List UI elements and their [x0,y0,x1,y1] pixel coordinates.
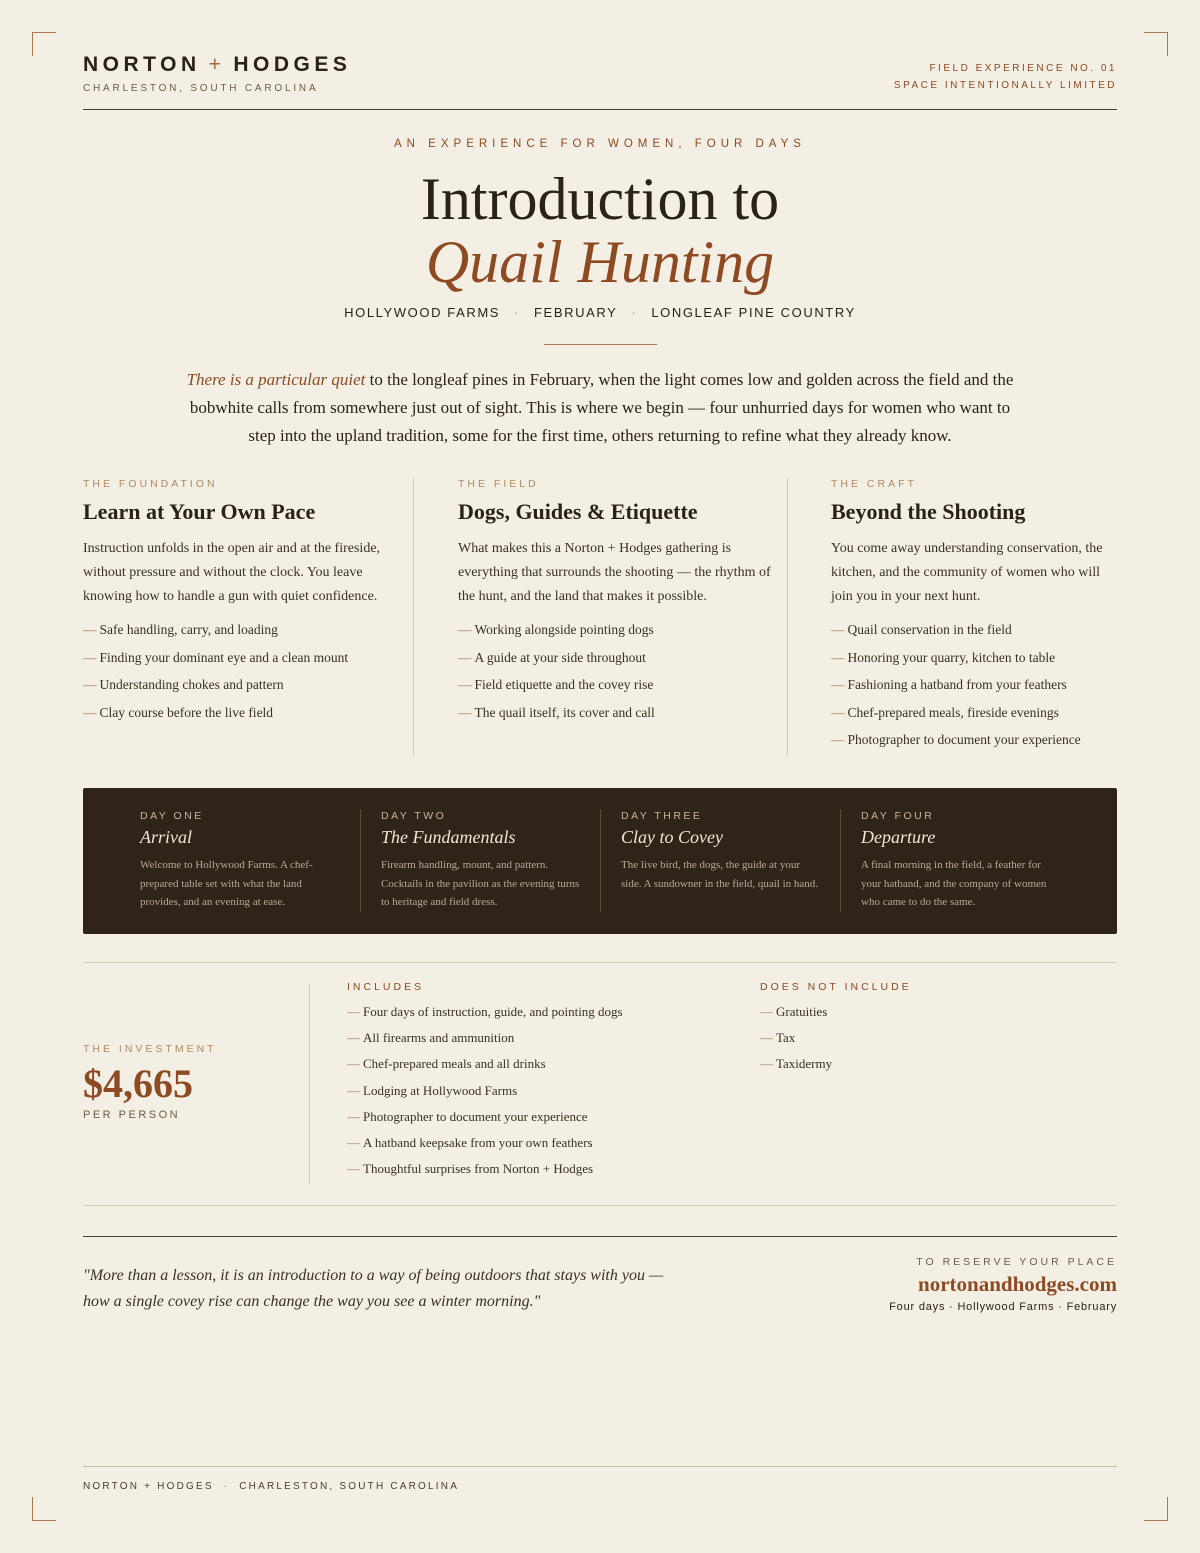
dash-icon: — [347,1108,360,1124]
list-item [458,699,787,727]
day-label: DAY THREE [621,810,703,822]
list-item [347,1130,727,1156]
list-item-text: A guide at your side throughout [474,649,646,665]
day-description: A final morning in the field, a feather for your hatband, and the company of women who came to do the same. [861,859,1047,908]
edition-number: FIELD EXPERIENCE NO. 01 [929,63,1117,74]
day-label: DAY ONE [140,810,204,822]
column-title: Learn at Your Own Pace [83,499,316,524]
brand-location: CHARLESTON, SOUTH CAROLINA [83,83,319,94]
dash-icon: — [760,1004,773,1019]
day-title: Departure [861,827,936,847]
day-description: Firearm handling, mount, and pattern. Cocktails in the pavilion as the evening turns to heritage and field dress. [381,859,580,908]
meta-separator: · [631,305,638,320]
dash-icon: — [458,649,472,665]
list-item-text: Taxidermy [776,1056,833,1072]
day-two [360,810,600,912]
reserve-section [83,1236,1117,1326]
dash-icon: — [760,1056,773,1072]
list-item [347,1078,727,1104]
brand-logo [83,53,351,77]
dash-icon: — [347,1056,360,1072]
list-item-text: Four days of instruction, guide, and pointing dogs [363,1004,623,1019]
dash-icon: — [347,1135,360,1151]
excludes-list [760,999,1060,1078]
list-item-text: Gratuities [776,1004,828,1019]
dash-icon: — [760,1030,773,1046]
day-title: Clay to Covey [621,827,723,847]
dash-icon: — [347,1004,360,1019]
list-item [83,699,413,727]
column-title: Dogs, Guides & Etiquette [458,499,698,524]
brand-name-left: NORTON [83,53,201,76]
reserve-meta: Four days · Hollywood Farms · February [889,1301,1117,1313]
day-title: The Fundamentals [381,827,516,847]
testimonial-quote: "More than a lesson, it is an introduction to a way of being outdoors that stays with you — how a single covey rise can change the way you see a winter morning." [83,1267,664,1310]
dash-icon: — [347,1082,360,1098]
list-item-text: Thoughtful surprises from Norton + Hodges [363,1161,594,1177]
footer-brand: NORTON + HODGES [83,1481,214,1492]
itinerary-band [83,788,1117,934]
list-item-text: Honoring your quarry, kitchen to table [847,649,1056,665]
list-item [83,671,413,699]
reserve-block [889,1256,1117,1313]
column-list [831,616,1117,754]
investment-label: THE INVESTMENT [83,1043,217,1055]
day-three [600,810,840,912]
feature-columns [83,478,1117,756]
day-description: The live bird, the dogs, the guide at your side. A sundowner in the field, quail in hand. [621,859,819,890]
hero-meta [83,305,1117,320]
column-eyebrow: THE CRAFT [831,478,917,490]
day-one [120,810,360,912]
list-item [760,1025,1060,1051]
intro-paragraph [178,366,1022,450]
brand-plus: + [208,53,226,76]
list-item [83,616,413,644]
list-item [347,1104,727,1130]
day-label: DAY TWO [381,810,447,822]
column-list [458,616,787,726]
column-body: You come away understanding conservation, the kitchen, and the community of women who will join you in your next hunt. [831,541,1103,604]
list-item-text: Finding your dominant eye and a clean mount [99,649,349,665]
dash-icon: — [458,622,472,637]
list-item [831,671,1117,699]
day-description: Welcome to Hollywood Farms. A chef-prepared table set with what the land provides, and an evening at ease. [140,859,313,908]
column-body: What makes this a Norton + Hodges gathering is everything that surrounds the shooting — the rhythm of the hunt, and the land that makes it possible. [458,541,771,604]
title-line-1: Introduction to [420,166,780,232]
brand-name-right: HODGES [233,53,352,76]
includes-list [347,999,727,1182]
corner-mark-top-left [32,32,56,56]
reserve-label: TO RESERVE YOUR PLACE [916,1256,1117,1268]
list-item-text: Tax [776,1030,796,1046]
list-item [458,616,787,644]
title-line-2: Quail Hunting [425,229,775,295]
dash-icon: — [831,622,845,637]
hero-divider [544,344,657,345]
header [83,52,1117,110]
hero-kicker: AN EXPERIENCE FOR WOMEN, FOUR DAYS [394,138,806,150]
investment-block [83,1043,217,1121]
column-eyebrow: THE FIELD [458,478,539,490]
list-item-text: Chef-prepared meals and all drinks [363,1056,546,1072]
list-item-text: Understanding chokes and pattern [99,677,284,692]
list-item-text: Fashioning a hatband from your feathers [847,677,1067,692]
list-item-text: The quail itself, its cover and call [474,704,655,720]
excludes-heading: DOES NOT INCLUDE [760,981,912,993]
footer-separator: · [223,1481,230,1492]
column-body: Instruction unfolds in the open air and at the fireside, without pressure and without the clock. You leave knowing how to handle a gun with quiet confidence. [83,541,381,604]
dash-icon: — [347,1161,360,1177]
column-list [83,616,413,726]
list-item-text: Quail conservation in the field [847,622,1012,637]
intro-body: to the longleaf pines in February, when the light comes low and golden across the field and the bobwhite calls from somewhere just out of sight. This is where we begin — four unhurried days for women who want to step into the upland tradition, some for the first time, others returning to refine what they already know. [189,370,1014,445]
list-item [831,616,1117,644]
list-item [347,1051,727,1077]
list-item-text: Chef-prepared meals, fireside evenings [847,704,1059,720]
website-link[interactable]: nortonandhodges.com [918,1272,1117,1296]
list-item-text: All firearms and ammunition [363,1030,515,1046]
day-four [840,810,1080,912]
dash-icon: — [831,704,845,720]
list-item [831,726,1117,754]
column-title: Beyond the Shooting [831,499,1026,524]
intro-lead: There is a particular quiet [186,370,366,389]
list-item [458,671,787,699]
price-unit: PER PERSON [83,1109,181,1121]
list-item [347,1156,727,1182]
meta-region: LONGLEAF PINE COUNTRY [651,305,856,320]
footer-location: CHARLESTON, SOUTH CAROLINA [239,1481,460,1492]
includes-block [347,981,727,1182]
list-item-text: A hatband keepsake from your own feathers [363,1135,593,1151]
excludes-block [760,981,1060,1078]
meta-location: HOLLYWOOD FARMS [344,305,501,320]
list-item [347,999,727,1025]
meta-month: FEBRUARY [534,305,618,320]
dash-icon: — [83,622,97,637]
list-item-text: Working alongside pointing dogs [474,622,654,637]
dash-icon: — [831,732,845,747]
list-item [831,699,1117,727]
dash-icon: — [83,649,97,665]
dash-icon: — [831,677,845,692]
corner-mark-bottom-right [1144,1497,1168,1521]
list-item [760,999,1060,1025]
header-edition-block [894,60,1117,94]
meta-separator: · [514,305,521,320]
list-item-text: Field etiquette and the covey rise [474,677,654,692]
day-label: DAY FOUR [861,810,935,822]
day-title: Arrival [140,827,192,847]
footer [83,1466,1117,1492]
list-item [347,1025,727,1051]
list-item-text: Safe handling, carry, and loading [99,622,278,637]
price: $4,665 [83,1061,193,1106]
includes-heading: INCLUDES [347,981,425,993]
corner-mark-top-right [1144,32,1168,56]
list-item [831,644,1117,672]
column-eyebrow: THE FOUNDATION [83,478,218,490]
list-item-text: Clay course before the live field [99,704,274,720]
column-craft [787,478,1117,756]
pricing-section [83,962,1117,1206]
dash-icon: — [831,649,845,665]
list-item-text: Photographer to document your experience [363,1108,588,1124]
availability-note: SPACE INTENTIONALLY LIMITED [893,80,1117,91]
column-field [413,478,787,756]
column-foundation [83,478,413,756]
list-item-text: Photographer to document your experience [847,732,1081,747]
vertical-divider [309,983,310,1185]
list-item [760,1051,1060,1077]
dash-icon: — [458,704,472,720]
corner-mark-bottom-left [32,1497,56,1521]
dash-icon: — [458,677,472,692]
dash-icon: — [347,1030,360,1046]
list-item [458,644,787,672]
list-item-text: Lodging at Hollywood Farms [363,1082,518,1098]
list-item [83,644,413,672]
dash-icon: — [83,677,97,692]
dash-icon: — [83,704,97,720]
